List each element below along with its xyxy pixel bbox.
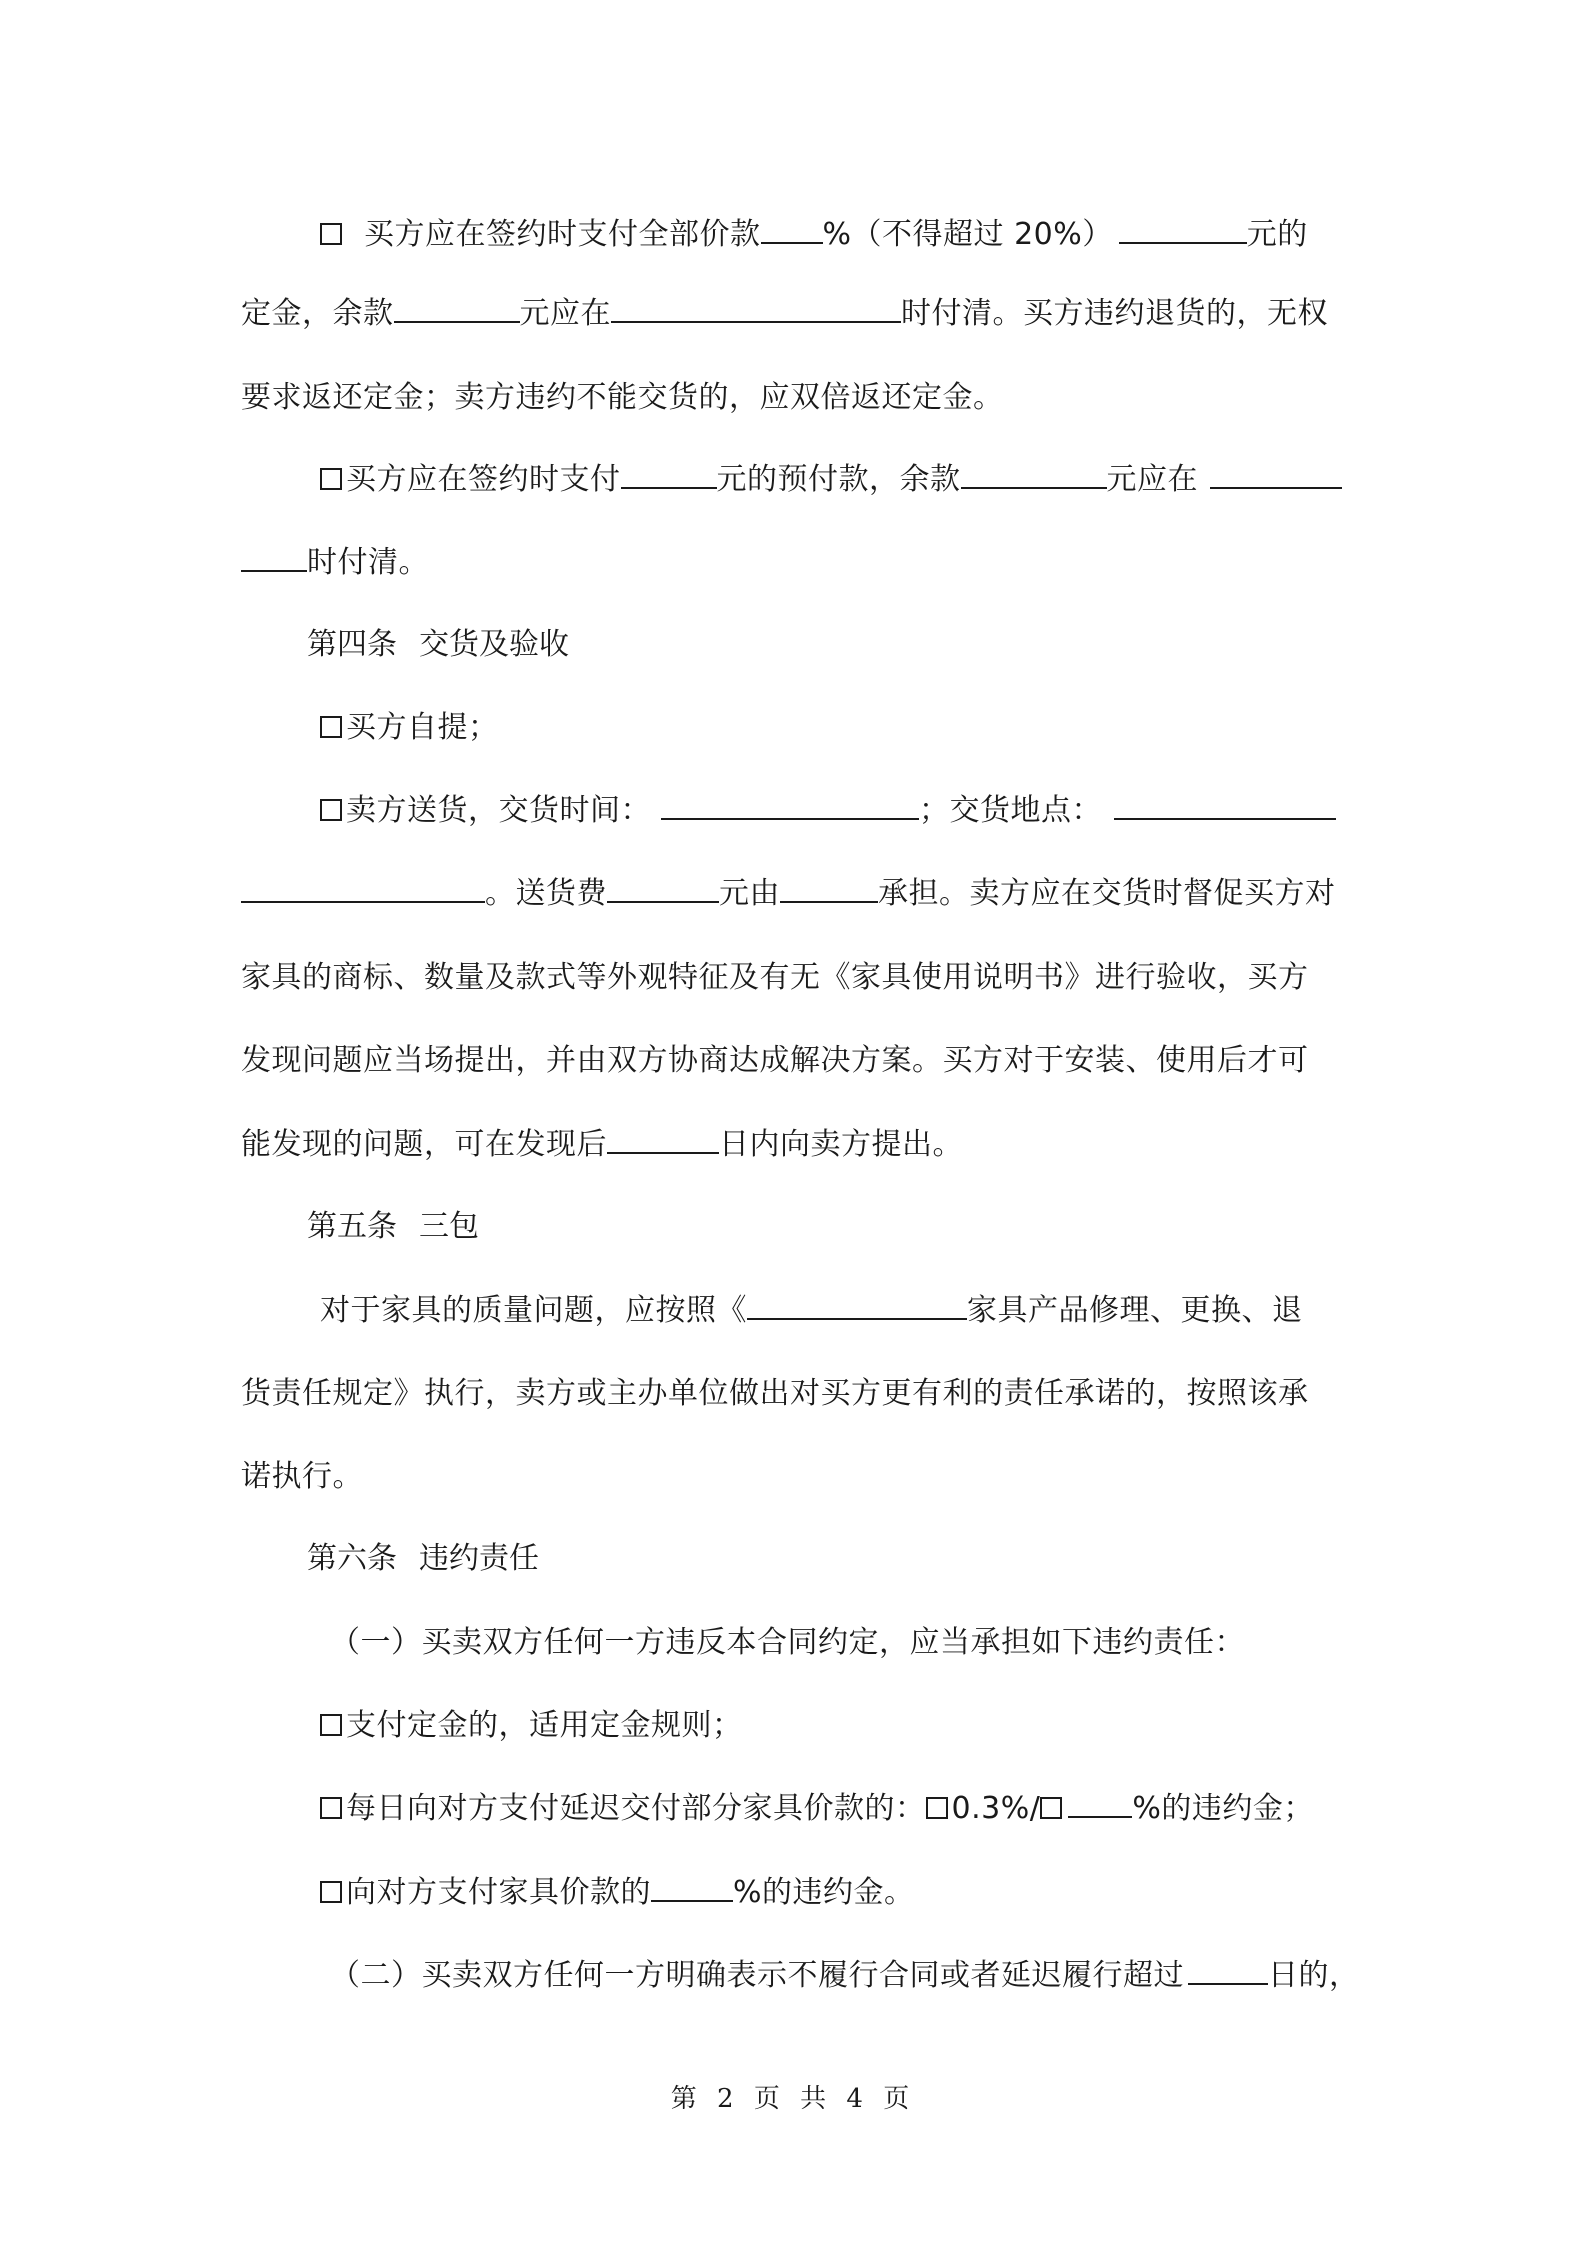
article-title: 违约责任 (419, 1541, 539, 1576)
liability-clause-2 (330, 1955, 1360, 1997)
text: %的违约金。 (733, 1875, 915, 1910)
blank-field[interactable] (761, 214, 823, 244)
page-number-footer: 第 2 页 共 4 页 (670, 2084, 916, 2114)
liability-clause-1 (330, 1622, 1245, 1664)
blank-field[interactable] (1068, 1788, 1132, 1818)
blank-field[interactable] (1210, 459, 1342, 489)
blank-field[interactable] (1114, 790, 1336, 820)
text: 买方应在签约时支付全部价款 (364, 217, 761, 252)
checkbox[interactable] (320, 716, 342, 738)
text: 买方应在签约时支付 (346, 462, 621, 497)
article-number: 第五条 (307, 1209, 397, 1244)
article-4-heading (307, 624, 569, 666)
delivery-option-self-pickup (320, 707, 499, 749)
text: 支付定金的，适用定金规则； (346, 1708, 743, 1743)
checkbox[interactable] (320, 1797, 342, 1819)
deposit-option-line-1 (320, 214, 1308, 256)
text: 对于家具的质量问题，应按照《 (320, 1293, 747, 1328)
text: 能发现的问题，可在发现后 (241, 1127, 607, 1162)
article-6-heading (307, 1538, 539, 1580)
prepayment-option-line-1 (320, 459, 1342, 501)
text: 家具的商标、数量及款式等外观特征及有无《家具使用说明书》进行验收，买方 (241, 960, 1309, 995)
warranty-line-1 (320, 1290, 1303, 1332)
warranty-line-2 (241, 1373, 1309, 1415)
text: 元的预付款，余款 (716, 462, 961, 497)
blank-field[interactable] (241, 542, 307, 572)
text: 日的， (1268, 1958, 1360, 1993)
article-title: 三包 (419, 1209, 479, 1244)
delivery-line-3 (241, 957, 1309, 999)
delivery-line-5 (241, 1124, 963, 1166)
text: %（不得超过 20%） (822, 217, 1113, 252)
text: （一）买卖双方任何一方违反本合同约定，应当承担如下违约责任： (330, 1625, 1245, 1660)
text: ；交货地点： (919, 793, 1102, 828)
blank-field[interactable] (1119, 214, 1247, 244)
text: 每日向对方支付延迟交付部分家具价款的： (346, 1791, 926, 1826)
liability-option-penalty-percent (320, 1872, 915, 1914)
text: 元的 (1246, 217, 1308, 252)
text: 要求返还定金；卖方违约不能交货的，应双倍返还定金。 (241, 380, 1004, 415)
checkbox[interactable] (320, 1881, 342, 1903)
text: 买方自提； (346, 710, 499, 745)
text: 卖方送货，交货时间： (346, 793, 651, 828)
text: （二）买卖双方任何一方明确表示不履行合同或者延迟履行超过 (330, 1958, 1184, 1993)
text: 家具产品修理、更换、退 (967, 1293, 1303, 1328)
deposit-option-line-2 (241, 293, 1328, 335)
article-title: 交货及验收 (419, 627, 569, 662)
text: 承担。卖方应在交货时督促买方对 (878, 876, 1336, 911)
checkbox[interactable] (320, 223, 342, 245)
blank-field[interactable] (621, 459, 717, 489)
text: %的违约金； (1132, 1791, 1314, 1826)
text: 向对方支付家具价款的 (346, 1875, 651, 1910)
delivery-line-4 (241, 1040, 1309, 1082)
blank-field[interactable] (747, 1290, 967, 1320)
deposit-option-line-3 (241, 377, 1004, 419)
warranty-line-3 (241, 1456, 363, 1498)
text: 。送货费 (485, 876, 607, 911)
blank-field[interactable] (651, 1872, 733, 1902)
blank-field[interactable] (394, 293, 520, 323)
text: 时付清。买方违约退货的，无权 (901, 296, 1328, 331)
text: 诺执行。 (241, 1459, 363, 1494)
text: 0.3%/ (951, 1791, 1041, 1826)
text: 元应在 (519, 296, 611, 331)
blank-field[interactable] (607, 873, 719, 903)
text: 定金，余款 (241, 296, 394, 331)
blank-field[interactable] (780, 873, 878, 903)
blank-field[interactable] (961, 459, 1107, 489)
liability-option-deposit (320, 1705, 743, 1747)
blank-field[interactable] (611, 293, 901, 323)
blank-field[interactable] (661, 790, 919, 820)
text: 元应在 (1106, 462, 1198, 497)
delivery-line-2 (241, 873, 1336, 915)
text: 发现问题应当场提出，并由双方协商达成解决方案。买方对于安装、使用后才可 (241, 1043, 1309, 1078)
checkbox[interactable] (320, 468, 342, 490)
liability-option-daily-penalty (320, 1788, 1314, 1830)
article-5-heading (307, 1206, 479, 1248)
checkbox[interactable] (320, 799, 342, 821)
blank-field[interactable] (241, 873, 485, 903)
text: 日内向卖方提出。 (719, 1127, 963, 1162)
blank-field[interactable] (607, 1124, 719, 1154)
checkbox[interactable] (320, 1714, 342, 1736)
article-number: 第六条 (307, 1541, 397, 1576)
checkbox[interactable] (926, 1797, 948, 1819)
text: 时付清。 (307, 545, 429, 580)
blank-field[interactable] (1188, 1955, 1268, 1985)
delivery-option-seller-delivers (320, 790, 1336, 832)
text: 元由 (719, 876, 780, 911)
article-number: 第四条 (307, 627, 397, 662)
checkbox[interactable] (1040, 1797, 1062, 1819)
prepayment-option-line-2 (241, 542, 429, 584)
text: 货责任规定》执行，卖方或主办单位做出对买方更有利的责任承诺的，按照该承 (241, 1376, 1309, 1411)
